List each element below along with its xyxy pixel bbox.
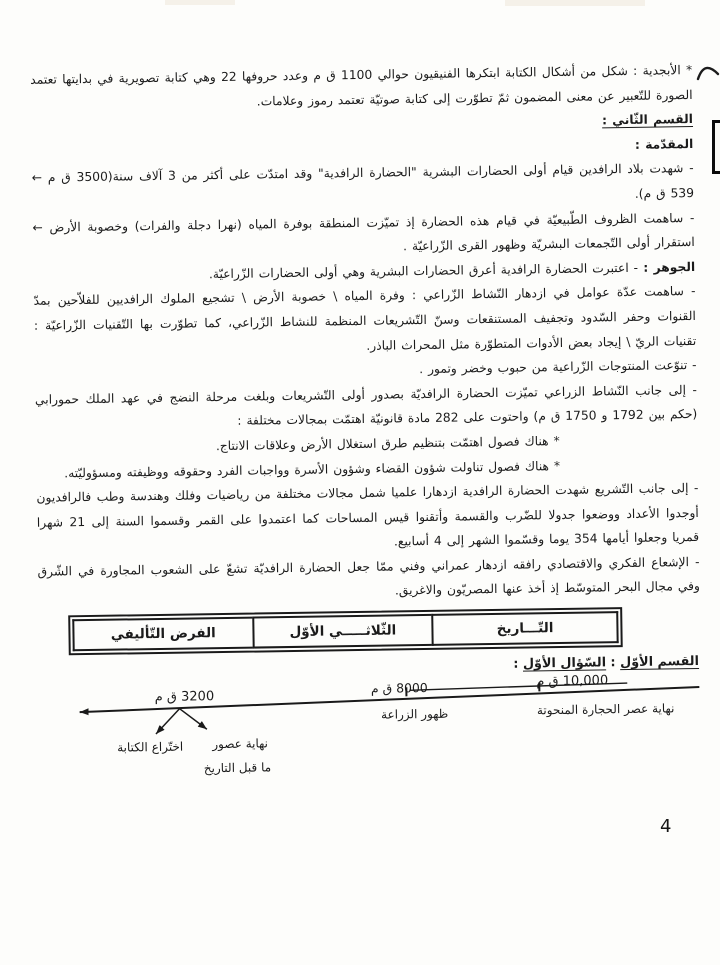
exam-table-col-exam-type: الفرض التّأليفي [73, 618, 253, 651]
introduction-heading: المقدّمة : [634, 136, 694, 152]
exam-table-col-trimester: الثّلاثـــــي الأوّل [253, 615, 433, 648]
timeline-year-8000: 8000 ق م [370, 680, 428, 696]
timeline-caption-agriculture: ظهور الزراعة [380, 706, 449, 722]
arrow-to-writing-invention [156, 709, 180, 734]
core-heading: الجوهر : [637, 259, 696, 275]
question-heading-separator: : [605, 655, 621, 671]
section-two-heading-text: القسم الثّاني : [601, 112, 694, 128]
exam-table-header-row [73, 612, 617, 650]
question-heading-colon: : [513, 656, 524, 672]
timeline-caption-writing-invention: اختّراع الكتابة [117, 739, 184, 755]
core-bullet-agriculture-factors: - ساهمت عدّة عوامل في ازدهار النّشاط الزّراعي : وفرة المياه \ خصوبة الأرض \ تشجيع الملوك الرافديين للفلاّحين بمدّ القنوات وحفر السّدود وتجفيف المستنقعات وسنّ التّشريعات المنظمة للنشاط الزّراعي، كما تطوّرت بها التّقنيات الزّراعيّة : تقنيات الريّ \ إيجاد بعض الأدوات المتطوّرة مثل المحراث الباذر. [33, 284, 697, 353]
sub-bullet-land-laws: * هناك فصول اهتمّت بتنظيم طرق استغلال الأرض وعلاقات الانتاج. [215, 433, 560, 454]
body-text [30, 58, 700, 609]
intro-bullet-natural-conditions: - ساهمت الظروف الطّبيعيّة في قيام هذه الحضارة إذ تميّزت المنطقة بوفرة المياه (نهرا دجلة والفرات) وخصوبة الأرض ← استقرار أولى التّجمعات البشريّة وظهور القرى الزّراعيّة . [32, 210, 695, 254]
timeline-year-10000: 10,000 ق م [536, 673, 609, 690]
core-bullet-cultural-radiance: - الإشعاع الفكري والاقتصادي رافقه ازدهار عمراني وفني ممّا جعل الحضارة الرافديّة تشعّ على الشعوب المجاورة في الشّرق وفي مجال البحر المتوسّط إذ أخذ عنها المصريّون والاغريق. [37, 554, 700, 598]
timeline-caption-prehistory-end-line2: ما قبل التاريخ [203, 760, 272, 776]
core-bullet-legislation: - إلى جانب النّشاط الزراعي تميّزت الحضارة الرافديّة بصدور أولى التّشريعات وبلغت مرحلة النضج في عهد الملك حمورابي (حكم بين 1792 و 1750 ق م) واحتوت على 282 مادة قانونيّة اهتمّت بمجالات مختلفة : [34, 382, 698, 429]
core-bullet-products: - تنوّعت المنتوجات الزّراعية من حبوب وخضر وتمور . [419, 358, 697, 377]
document-content [30, 58, 703, 824]
timeline-caption-prehistory-end-line1: نهاية عصور [212, 736, 269, 752]
arrow-to-prehistory-end [180, 708, 207, 729]
scan-smudge-top-left [165, 0, 235, 5]
scan-smudge-top-right [505, 0, 645, 6]
scan-artifact-clipped-box [712, 120, 720, 174]
question-heading-part2: السّؤال الأوّل [522, 655, 607, 672]
exam-table-col-subject: التّـــاريخ [432, 612, 617, 645]
paragraph-alphabet-definition: * الأبجدية : شكل من أشكال الكتابة ابتكرها الفنيقيون حوالي 1100 ق م وعدد حروفها 22 وهي كتابة تصويرية في بدايتها تعتمد الصورة للتّعبير عن معنى المضمون ثمّ تطوّرت إلى كتابة صوتيّة تعتمد رموز وعلامات. [30, 62, 693, 109]
question-heading-part1: القسم الأوّل [619, 654, 700, 671]
timeline-caption-stone-age-end: نهاية عصر الحجارة المنحوتة [536, 701, 675, 718]
intro-bullet-mesopotamia: - شهدت بلاد الرافدين قيام أولى الحضارات البشرية "الحضارة الرافدية" وقد امتدّت على أكثر من 3 آلاف سنة(3500 ق م ← 539 ق م). [31, 161, 695, 201]
exam-header-table [68, 607, 623, 655]
scan-artifact-curve [696, 61, 720, 89]
page-number: 4 [660, 816, 672, 837]
core-first-point: - اعتبرت الحضارة الرافدية أعرق الحضارات البشرية وهي أولى الحضارات الزّراعيّة. [208, 260, 639, 281]
timeline-year-3200: 3200 ق م [154, 689, 215, 706]
history-timeline-diagram [39, 672, 703, 824]
core-bullet-science: - إلى جانب التّشريع شهدت الحضارة الرافدية ازدهارا علميا شمل مجالات مختلفة من رياضيات وفلك وهندسة وطب فالرافديون أوجدوا الأعداد ووضعوا جدولا للضّرب والقسمة وأتقنوا قيس المساحات كما اعتمدوا على القمر وقسموا السنة إلى 21 شهرا قمريا وجعلوا أيامها 354 يوما وقسّموا الشهر إلى 4 أسابيع. [36, 481, 700, 549]
sub-bullet-justice-family: * هناك فصول تناولت شؤون القضاء وشؤون الأسرة وواجبات الفرد وحقوقه ووظيفته ومسؤوليّته. [64, 458, 561, 480]
